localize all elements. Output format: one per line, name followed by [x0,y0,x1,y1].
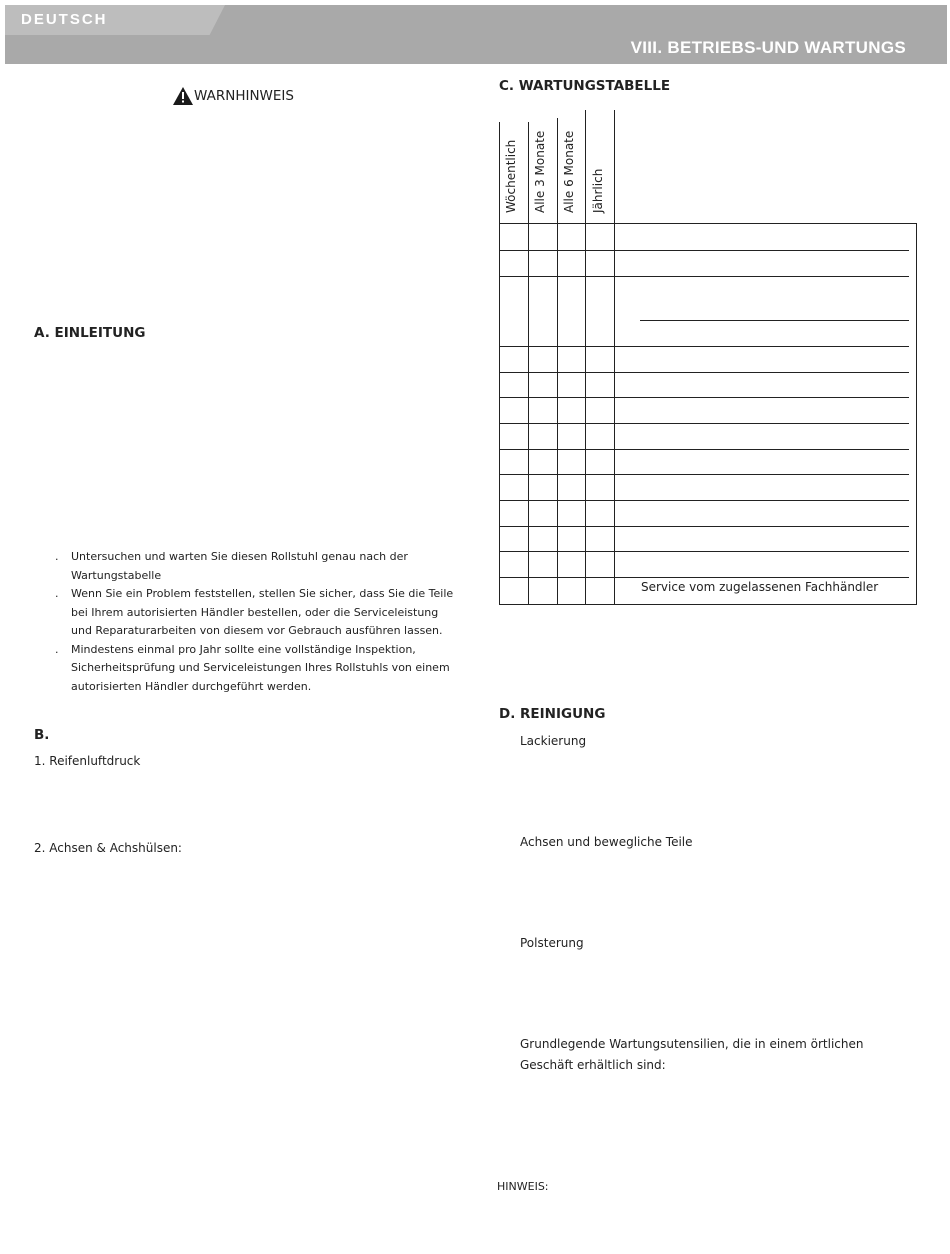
column-yearly: Jährlich [591,168,605,213]
section-a-title: A. EINLEITUNG [34,325,146,341]
section-d-title: D. REINIGUNG [499,706,606,722]
section-title: VIII. BETRIEBS-UND WARTUNGS [630,38,906,57]
section-b-title: B. [34,727,50,743]
axles-item: 2. Achsen & Achshülsen: [34,841,182,855]
service-row-label: Service vom zugelassenen Fachhändler [641,580,879,594]
cleaning-supplies-line2: Geschäft erhältlich sind: [520,1058,666,1072]
language-label: DEUTSCH [21,11,108,28]
column-3-months: Alle 3 Monate [533,130,547,213]
cleaning-supplies-line1: Grundlegende Wartungsutensilien, die in einem örtlichen [520,1037,864,1051]
cleaning-paint: Lackierung [520,734,587,748]
cleaning-upholstery: Polsterung [520,936,584,950]
column-weekly: Wöchentlich [504,139,518,213]
tire-pressure-item: 1. Reifenluftdruck [34,754,141,768]
maintenance-table [499,110,917,605]
section-c-title: C. WARTUNGSTABELLE [499,78,671,94]
cleaning-axles: Achsen und bewegliche Teile [520,835,693,849]
warning-title: WARNHINWEIS [194,88,294,104]
column-6-months: Alle 6 Monate [562,130,576,213]
warning-triangle-icon [172,86,194,106]
maintenance-bullets [55,548,455,696]
note-label: HINWEIS: [497,1180,549,1193]
bullet-item: . Mindestens einmal pro Jahr sollte eine vollständige Inspektion, Sicherheitsprüfung und Serviceleistungen Ihres Rollstuhls von einem autorisierten Händler durchgeführt werden. [55,642,450,693]
warning-heading [172,86,294,106]
bullet-item: . Untersuchen und warten Sie diesen Rollstuhl genau nach der Wartungstabelle [55,550,408,582]
bullet-item: . Wenn Sie ein Problem feststellen, stellen Sie sicher, dass Sie die Teile bei Ihrem autorisierten Händler bestellen, oder die Serviceleistung und Reparaturarbeiten von diesem vor Gebrauch ausführen lassen. [55,587,454,637]
